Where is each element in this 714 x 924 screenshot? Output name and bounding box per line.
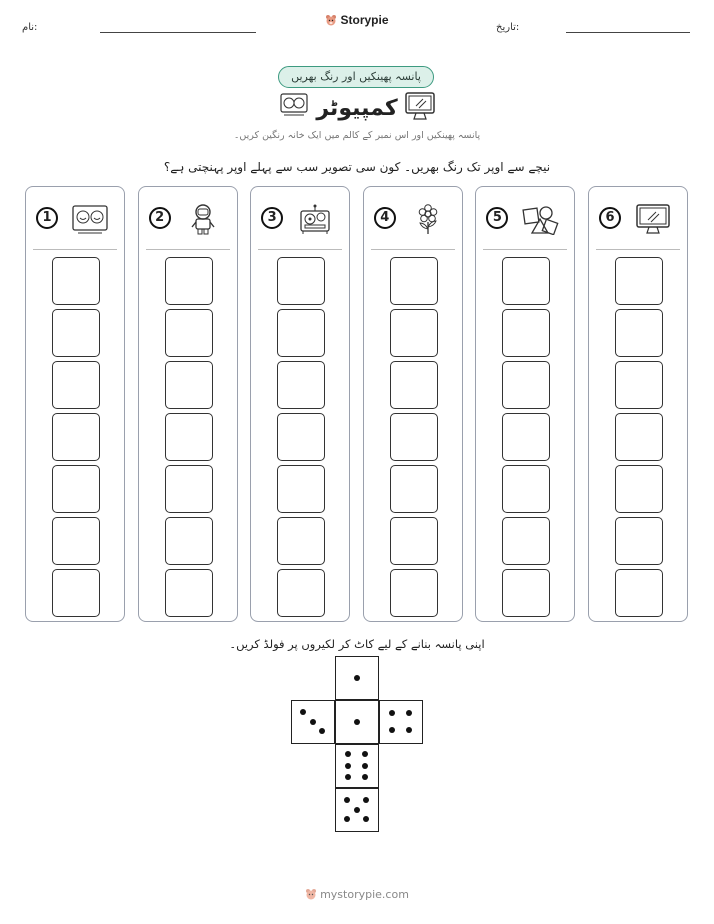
die-face-3 [291, 700, 335, 744]
children-faces-icon [70, 203, 110, 235]
pip [354, 719, 360, 725]
machine-gears-icon [295, 203, 335, 235]
flower-icon [408, 203, 448, 235]
color-box[interactable] [165, 257, 213, 305]
color-box[interactable] [502, 361, 550, 409]
column-6 [588, 186, 688, 622]
color-box[interactable] [390, 569, 438, 617]
column-4 [363, 186, 463, 622]
color-box[interactable] [52, 465, 100, 513]
color-box[interactable] [390, 465, 438, 513]
color-box[interactable] [277, 517, 325, 565]
color-box[interactable] [277, 413, 325, 461]
name-label: نام: [22, 22, 38, 33]
bear-icon [325, 14, 337, 26]
color-box[interactable] [390, 257, 438, 305]
die-face-6 [335, 744, 379, 788]
pip [406, 710, 412, 716]
color-box[interactable] [502, 465, 550, 513]
brand-name: Storypie [340, 13, 389, 27]
column-number: 5 [486, 207, 508, 229]
column-divider [258, 249, 342, 250]
color-box[interactable] [52, 413, 100, 461]
color-box[interactable] [390, 309, 438, 357]
pip [300, 709, 306, 715]
column-number: 3 [261, 207, 283, 229]
color-box[interactable] [615, 413, 663, 461]
color-box[interactable] [52, 257, 100, 305]
pip [363, 816, 369, 822]
column-header [476, 201, 574, 241]
die-face-4 [379, 700, 423, 744]
pip [345, 751, 351, 757]
pip [362, 763, 368, 769]
column-divider [146, 249, 230, 250]
name-line[interactable] [100, 32, 256, 33]
column-number: 2 [149, 207, 171, 229]
footer [0, 888, 714, 901]
color-box[interactable] [615, 309, 663, 357]
column-1 [25, 186, 125, 622]
pip [345, 774, 351, 780]
column-header [364, 201, 462, 241]
pip [354, 675, 360, 681]
bear-icon [305, 888, 317, 900]
pip [406, 727, 412, 733]
color-box[interactable] [165, 517, 213, 565]
color-box[interactable] [390, 361, 438, 409]
color-box[interactable] [277, 257, 325, 305]
pip [344, 816, 350, 822]
color-box[interactable] [277, 569, 325, 617]
color-box[interactable] [502, 309, 550, 357]
pip [310, 719, 316, 725]
color-box[interactable] [615, 569, 663, 617]
color-box[interactable] [615, 257, 663, 305]
pip [345, 763, 351, 769]
color-box[interactable] [165, 361, 213, 409]
pip [363, 797, 369, 803]
date-label: تاریخ: [496, 22, 520, 33]
date-line[interactable] [566, 32, 690, 33]
pip [344, 797, 350, 803]
color-box[interactable] [502, 517, 550, 565]
column-header [589, 201, 687, 241]
page-title: کمپیوٹر [316, 96, 398, 121]
column-3 [250, 186, 350, 622]
color-box[interactable] [165, 309, 213, 357]
color-box[interactable] [502, 569, 550, 617]
pip [319, 728, 325, 734]
color-box[interactable] [52, 361, 100, 409]
pip [389, 710, 395, 716]
column-header [26, 201, 124, 241]
column-number: 4 [374, 207, 396, 229]
color-box[interactable] [165, 569, 213, 617]
color-box[interactable] [615, 465, 663, 513]
color-box[interactable] [390, 413, 438, 461]
column-number: 6 [599, 207, 621, 229]
color-box[interactable] [165, 413, 213, 461]
color-box[interactable] [277, 309, 325, 357]
color-box[interactable] [277, 361, 325, 409]
column-2 [138, 186, 238, 622]
column-divider [596, 249, 680, 250]
die-face-1 [335, 700, 379, 744]
color-box[interactable] [615, 517, 663, 565]
computer-monitor-icon [633, 203, 673, 235]
pip [362, 751, 368, 757]
question: نیچے سے اوپر تک رنگ بھریں۔ کون سی تصویر سب سے پہلے اوپر پہنچتی ہے؟ [163, 160, 551, 174]
color-box[interactable] [615, 361, 663, 409]
color-box[interactable] [390, 517, 438, 565]
color-box[interactable] [52, 517, 100, 565]
die-face-1 [335, 656, 379, 700]
color-box[interactable] [502, 413, 550, 461]
die-face-5 [335, 788, 379, 832]
footer-url: mystorypie.com [320, 888, 409, 901]
column-divider [33, 249, 117, 250]
column-header [139, 201, 237, 241]
activity-badge: پانسہ پھینکیں اور رنگ بھریں [278, 66, 434, 88]
color-box[interactable] [277, 465, 325, 513]
cut-instruction: اپنی پانسہ بنانے کے لیے کاٹ کر لکیروں پر فولڈ کریں۔ [229, 637, 485, 651]
pip [389, 727, 395, 733]
pip [354, 807, 360, 813]
shapes-icon [520, 203, 560, 235]
color-box[interactable] [52, 309, 100, 357]
column-number: 1 [36, 207, 58, 229]
astronaut-robot-icon [183, 203, 223, 235]
column-header [251, 201, 349, 241]
color-box[interactable] [502, 257, 550, 305]
pip [362, 774, 368, 780]
column-divider [483, 249, 567, 250]
color-box[interactable] [165, 465, 213, 513]
column-divider [371, 249, 455, 250]
subtitle: پانسہ پھینکیں اور اس نمبر کے کالم میں ایک خانہ رنگین کریں۔ [233, 130, 481, 141]
computer-monitor-icon [404, 90, 436, 122]
brand-logo [0, 13, 714, 27]
column-5 [475, 186, 575, 622]
color-box[interactable] [52, 569, 100, 617]
